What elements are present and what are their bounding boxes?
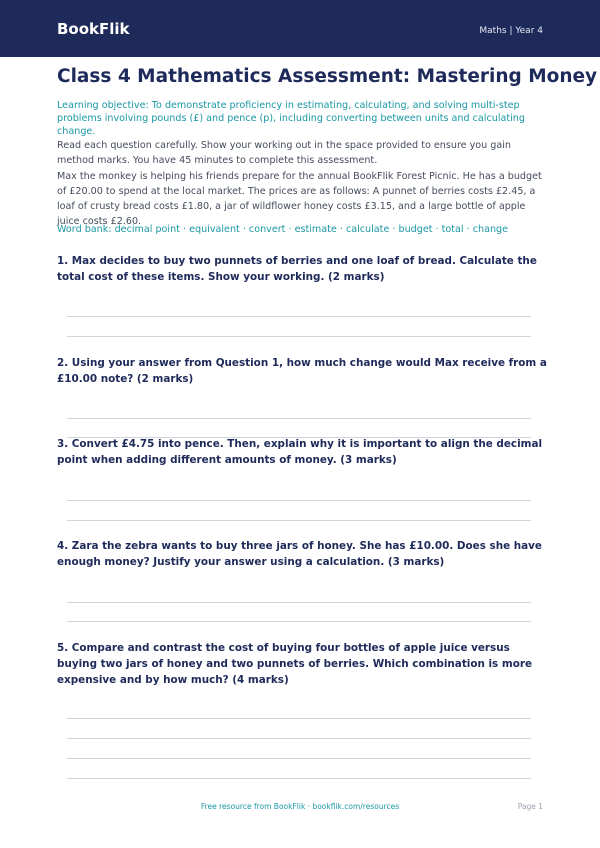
- answer-line: [67, 718, 531, 719]
- answer-line: [67, 418, 531, 419]
- answer-line: [67, 500, 531, 501]
- word-bank: Word bank: decimal point · equivalent · convert · estimate · calculate · budget · total · change: [57, 224, 509, 235]
- instructions-paragraph: Read each question carefully. Show your working out in the space provided to ensure you gain method marks. You have 45 minutes to complete this assessment.: [57, 140, 512, 166]
- answer-line: [67, 520, 531, 521]
- answer-line: [67, 778, 531, 779]
- answer-line: [67, 602, 531, 603]
- learning-objective: Learning objective: To demonstrate proficiency in estimating, calculating, and solving multi-step problems involving pounds (£) and pence (p), including converting between units and calculating change.: [57, 100, 525, 137]
- answer-line: [67, 758, 531, 759]
- question-3: 3. Convert £4.75 into pence. Then, explain why it is important to align the decimal point when adding different amounts of money. (3 marks): [57, 438, 543, 466]
- subject-year-label: Maths | Year 4: [479, 26, 543, 36]
- footer-resource-link[interactable]: Free resource from BookFlik · bookflik.com/resources: [200, 802, 400, 811]
- page-title: Class 4 Mathematics Assessment: Mastering Money: [57, 66, 598, 87]
- question-2: 2. Using your answer from Question 1, how much change would Max receive from a £10.00 note? (2 marks): [57, 357, 547, 385]
- page-header: [0, 0, 600, 57]
- answer-line: [67, 738, 531, 739]
- question-4: 4. Zara the zebra wants to buy three jars of honey. She has £10.00. Does she have enough money? Justify your answer using a calculation. (3 marks): [57, 540, 542, 568]
- scenario-paragraph: Max the monkey is helping his friends prepare for the annual BookFlik Forest Picnic. He has a budget of £20.00 to spend at the local market. The prices are as follows: A punnet of berries costs £2.45, a loaf of crusty bread costs £1.80, a jar of wildflower honey costs £3.15, and a large bottle of apple juice costs £2.60.: [57, 171, 542, 227]
- answer-line: [67, 621, 531, 622]
- question-5: 5. Compare and contrast the cost of buying four bottles of apple juice versus buying two jars of honey and two punnets of berries. Which combination is more expensive and by how much? (4 marks): [57, 642, 533, 686]
- answer-line: [67, 316, 531, 317]
- answer-line: [67, 336, 531, 337]
- page-number: Page 1: [517, 802, 543, 811]
- question-1: 1. Max decides to buy two punnets of berries and one loaf of bread. Calculate the total cost of these items. Show your working. (2 marks): [57, 255, 537, 283]
- brand-logo: BookFlik: [57, 20, 130, 38]
